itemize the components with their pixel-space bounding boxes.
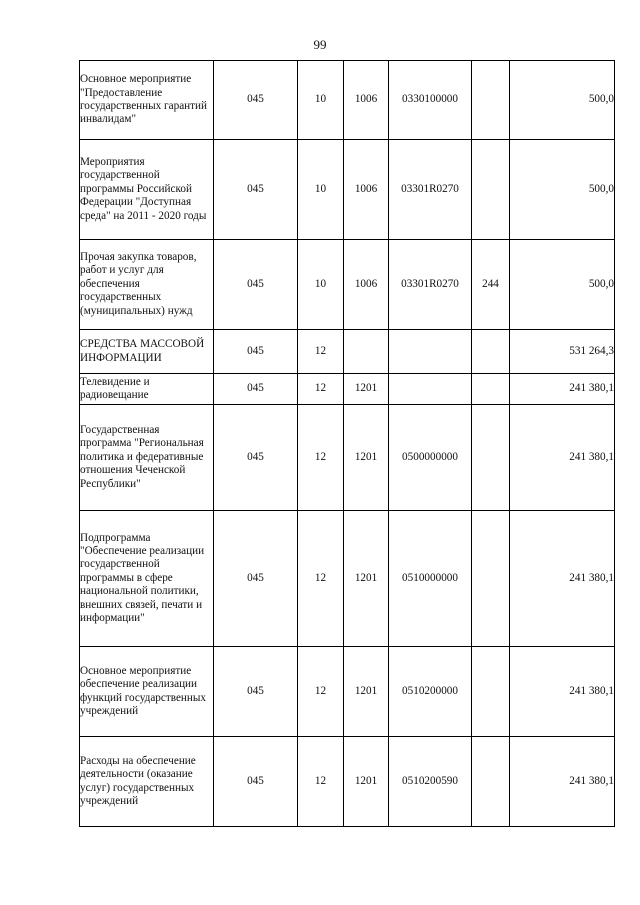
- amount-cell: 241 380,1: [510, 737, 615, 827]
- ministry-code-cell: 045: [214, 405, 298, 511]
- page-number: 99: [313, 37, 327, 52]
- subsection-code-cell: 1201: [344, 374, 389, 405]
- ministry-code-cell: 045: [214, 647, 298, 737]
- row-name-cell: Подпрограмма "Обеспечение реализации государственной программы в сфере национальной политики, внешних связей, печати и информации": [80, 511, 214, 647]
- expense-type-cell: [472, 737, 510, 827]
- row-name-cell: Основное мероприятие "Предоставление государственных гарантий инвалидам": [80, 61, 214, 140]
- subsection-code-cell: 1006: [344, 140, 389, 240]
- amount-cell: 241 380,1: [510, 374, 615, 405]
- amount-cell: 500,0: [510, 61, 615, 140]
- ministry-code-cell: 045: [214, 737, 298, 827]
- section-code-cell: 12: [298, 374, 344, 405]
- ministry-code-cell: 045: [214, 61, 298, 140]
- ministry-code-cell: 045: [214, 240, 298, 330]
- target-code-cell: 0330100000: [389, 61, 472, 140]
- table-row: [80, 140, 615, 240]
- expense-type-cell: 244: [472, 240, 510, 330]
- row-name-cell: Прочая закупка товаров, работ и услуг для обеспечения государственных (муниципальных) нужд: [80, 240, 214, 330]
- amount-cell: 500,0: [510, 140, 615, 240]
- target-code-cell: 0510000000: [389, 511, 472, 647]
- amount-cell: 531 264,3: [510, 330, 615, 374]
- section-code-cell: 10: [298, 140, 344, 240]
- section-code-cell: 12: [298, 737, 344, 827]
- expense-type-cell: [472, 374, 510, 405]
- ministry-code-cell: 045: [214, 374, 298, 405]
- expense-type-cell: [472, 511, 510, 647]
- subsection-code-cell: 1201: [344, 737, 389, 827]
- row-name-cell: СРЕДСТВА МАССОВОЙ ИНФОРМАЦИИ: [80, 330, 214, 374]
- expense-type-cell: [472, 647, 510, 737]
- expense-type-cell: [472, 61, 510, 140]
- section-code-cell: 10: [298, 240, 344, 330]
- row-name-cell: Государственная программа "Региональная политика и федеративные отношения Чеченской Республики": [80, 405, 214, 511]
- subsection-code-cell: 1201: [344, 647, 389, 737]
- target-code-cell: 0510200590: [389, 737, 472, 827]
- target-code-cell: 0510200000: [389, 647, 472, 737]
- table-row: [80, 405, 615, 511]
- expense-type-cell: [472, 405, 510, 511]
- table-row: [80, 737, 615, 827]
- ministry-code-cell: 045: [214, 140, 298, 240]
- row-name-cell: Основное мероприятие обеспечение реализации функций государственных учреждений: [80, 647, 214, 737]
- expense-type-cell: [472, 140, 510, 240]
- subsection-code-cell: 1201: [344, 511, 389, 647]
- subsection-code-cell: 1006: [344, 240, 389, 330]
- section-code-cell: 10: [298, 61, 344, 140]
- target-code-cell: 03301R0270: [389, 240, 472, 330]
- subsection-code-cell: 1006: [344, 61, 389, 140]
- budget-table: [79, 60, 615, 827]
- section-code-cell: 12: [298, 511, 344, 647]
- section-code-cell: 12: [298, 647, 344, 737]
- table-row: [80, 330, 615, 374]
- target-code-cell: [389, 374, 472, 405]
- amount-cell: 241 380,1: [510, 647, 615, 737]
- table-row: [80, 240, 615, 330]
- subsection-code-cell: [344, 330, 389, 374]
- table-row: [80, 647, 615, 737]
- ministry-code-cell: 045: [214, 330, 298, 374]
- row-name-cell: Телевидение и радиовещание: [80, 374, 214, 405]
- row-name-cell: Расходы на обеспечение деятельности (оказание услуг) государственных учреждений: [80, 737, 214, 827]
- expense-type-cell: [472, 330, 510, 374]
- target-code-cell: 03301R0270: [389, 140, 472, 240]
- ministry-code-cell: 045: [214, 511, 298, 647]
- table-row: [80, 511, 615, 647]
- target-code-cell: 0500000000: [389, 405, 472, 511]
- table-row: [80, 61, 615, 140]
- amount-cell: 241 380,1: [510, 405, 615, 511]
- section-code-cell: 12: [298, 330, 344, 374]
- target-code-cell: [389, 330, 472, 374]
- row-name-cell: Мероприятия государственной программы Российской Федерации "Доступная среда" на 2011 - 2020 годы: [80, 140, 214, 240]
- amount-cell: 500,0: [510, 240, 615, 330]
- amount-cell: 241 380,1: [510, 511, 615, 647]
- section-code-cell: 12: [298, 405, 344, 511]
- table-row: [80, 374, 615, 405]
- subsection-code-cell: 1201: [344, 405, 389, 511]
